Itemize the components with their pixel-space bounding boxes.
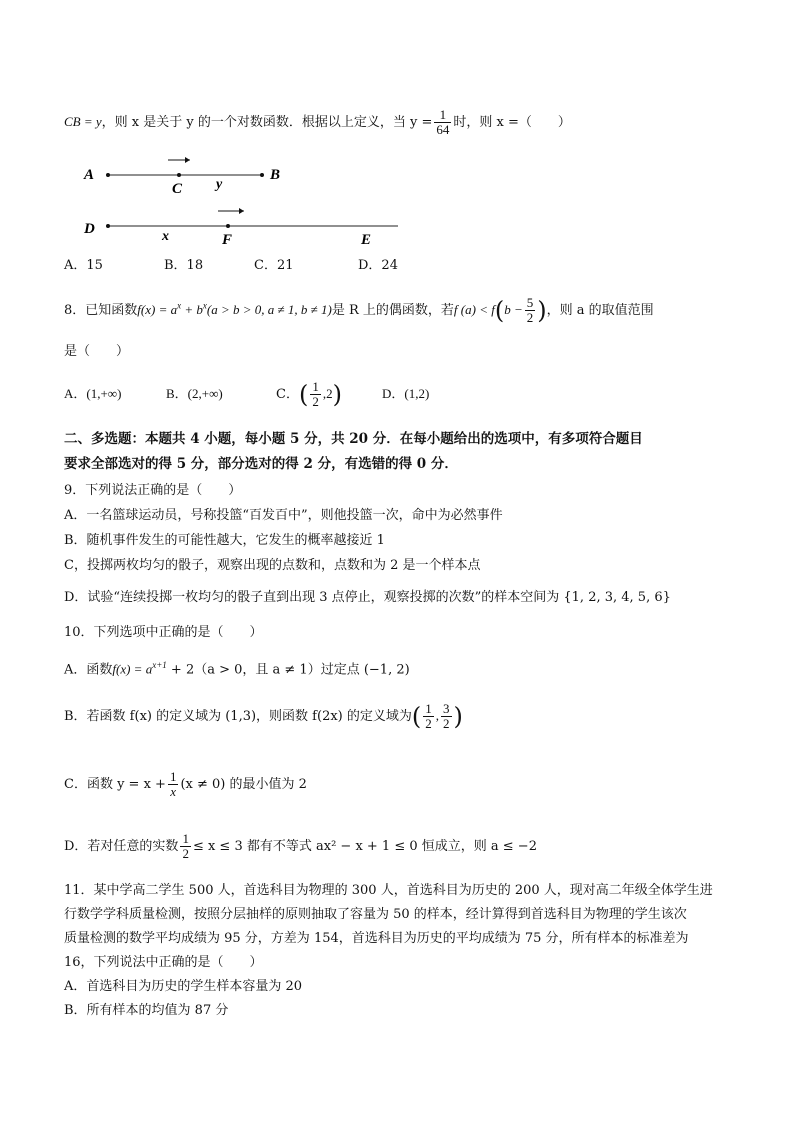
- fig-label-f: F: [222, 232, 233, 248]
- q9-stem: 9．下列说法正确的是（ ）: [64, 483, 242, 498]
- q8-inequality: f (a) < f: [453, 302, 495, 317]
- q9-option-a[interactable]: A．一名篮球运动员，号称投篮“百发百中”，则他投篮一次，命中为必然事件: [64, 508, 503, 523]
- q10-stem: 10．下列选项中正确的是（ ）: [64, 625, 263, 640]
- fig-point-f: [226, 224, 230, 228]
- fig-label-d: D: [84, 221, 95, 237]
- q9-option-b[interactable]: B．随机事件发生的可能性越大，它发生的概率越接近 1: [64, 533, 385, 548]
- q7-option-a[interactable]: A．15: [64, 258, 103, 273]
- fig-label-y: y: [216, 177, 223, 192]
- q10-option-b[interactable]: B．若函数 f(x) 的定义域为 (1,3)，则函数 f(2x) 的定义域为( $\frac{1}{2}$ , $\frac{3}{2}$ ): [64, 701, 463, 731]
- q8-condition: (a > b > 0, a ≠ 1, b ≠ 1): [206, 302, 332, 317]
- q8-stem-start: 8．已知函数: [64, 303, 138, 318]
- q7-figure: [64, 148, 424, 252]
- section2-heading-line2: 要求全部选对的得 5 分，部分选对的得 2 分，有选错的得 0 分．: [64, 456, 458, 472]
- q7-stem-text: ，则 x 是关于 y 的一个对数函数．根据以上定义，当 y =: [101, 115, 433, 130]
- fig-arrowhead-f: [239, 208, 244, 214]
- q10-option-c[interactable]: C．函数 y = x + $\frac{1}{x}$ (x ≠ 0) 的最小值为 2: [64, 769, 307, 799]
- q8-stem-end: ，则 a 的取值范围: [546, 303, 654, 318]
- q7-option-b[interactable]: B．18: [164, 258, 204, 273]
- q7-stem-cb: CB = y: [64, 114, 102, 129]
- q9-option-c[interactable]: C，投掷两枚均匀的骰子，观察出现的点数和，点数和为 2 是一个样本点: [64, 558, 481, 573]
- q7-fraction: $\frac{1}{64}$: [436, 107, 450, 137]
- fig-label-b: B: [270, 167, 281, 183]
- q11-option-b[interactable]: B．所有样本的均值为 87 分: [64, 1003, 229, 1018]
- q11-stem-line2: 行数学学科质量检测，按照分层抽样的原则抽取了容量为 50 的样本，经计算得到首选科目为物理的学生该次: [64, 907, 687, 922]
- q11-option-a[interactable]: A．首选科目为历史的学生样本容量为 20: [64, 979, 303, 994]
- fig-label-a: A: [84, 167, 95, 183]
- q7-option-d[interactable]: D．24: [358, 258, 398, 273]
- q11-stem-line1: 11．某中学高二学生 500 人，首选科目为物理的 300 人，首选科目为历史的 200 人，现对高二年级全体学生进: [64, 883, 713, 898]
- q7-stem-end: 时，则 x =（ ）: [453, 115, 571, 130]
- q7-options: [64, 257, 398, 275]
- q8-options: [64, 380, 429, 409]
- section2-heading-line1: 二、多选题：本题共 4 小题，每小题 5 分，共 20 分．在每小题给出的选项中，有多项符合题目: [64, 431, 643, 447]
- q8-b-minus: b −: [504, 302, 523, 317]
- fig-arrowhead-c: [185, 157, 190, 163]
- q8-stem: 8．已知函数$f(x) = a^x + b^x(a > b > 0$, a ≠ 1, b ≠ 1)是 R 上的偶函数，若f (a) < f(b − $\frac{5}{2}$ )，则 a 的取值范围: [64, 295, 654, 325]
- q8-fraction: $\frac{5}{2}$: [526, 295, 534, 325]
- q8-option-b[interactable]: B．(2,+∞): [166, 386, 223, 401]
- fig-label-e: E: [361, 232, 372, 248]
- q10-option-d[interactable]: D．若对任意的实数 $\frac{1}{2}$ ≤ x ≤ 3 都有不等式 ax² − x + 1 ≤ 0 恒成立，则 a ≤ −2: [64, 831, 537, 861]
- fig-point-c: [177, 173, 181, 177]
- q11-stem-line3: 质量检测的数学平均成绩为 95 分，方差为 154，首选科目为历史的平均成绩为 75 分，所有样本的标准差为: [64, 931, 689, 946]
- q10-option-a[interactable]: A．函数$f(x) = a^{x+1} + 2(a > 0$，且 a ≠ 1）过定点 (−1, 2): [64, 660, 410, 678]
- fig-point-b: [260, 173, 264, 177]
- q7-option-c[interactable]: C．21: [254, 258, 294, 273]
- q11-stem-line4: 16，下列说法中正确的是（ ）: [64, 955, 263, 970]
- fig-label-c: C: [172, 181, 183, 197]
- q8-stem-mid: 是 R 上的偶函数，若: [331, 303, 454, 318]
- q8-option-d[interactable]: D．(1,2): [382, 386, 430, 401]
- q8-option-a[interactable]: A．(1,+∞): [64, 386, 122, 401]
- q7-stem: [64, 108, 571, 137]
- fig-point-d: [106, 224, 110, 228]
- fig-point-a: [106, 173, 110, 177]
- q8-stem-line2: 是（ ）: [64, 344, 130, 359]
- q8-func: $f(x) = a^x + b^x$: [137, 300, 207, 317]
- fig-label-x: x: [162, 229, 169, 244]
- q8-option-c[interactable]: C．( $\frac{1}{2}$ ,2): [276, 379, 342, 409]
- q9-option-d[interactable]: D．试验“连续投掷一枚均匀的骰子直到出现 3 点停止，观察投掷的次数”的样本空间为 {1, 2, 3, 4, 5, 6}: [64, 590, 671, 605]
